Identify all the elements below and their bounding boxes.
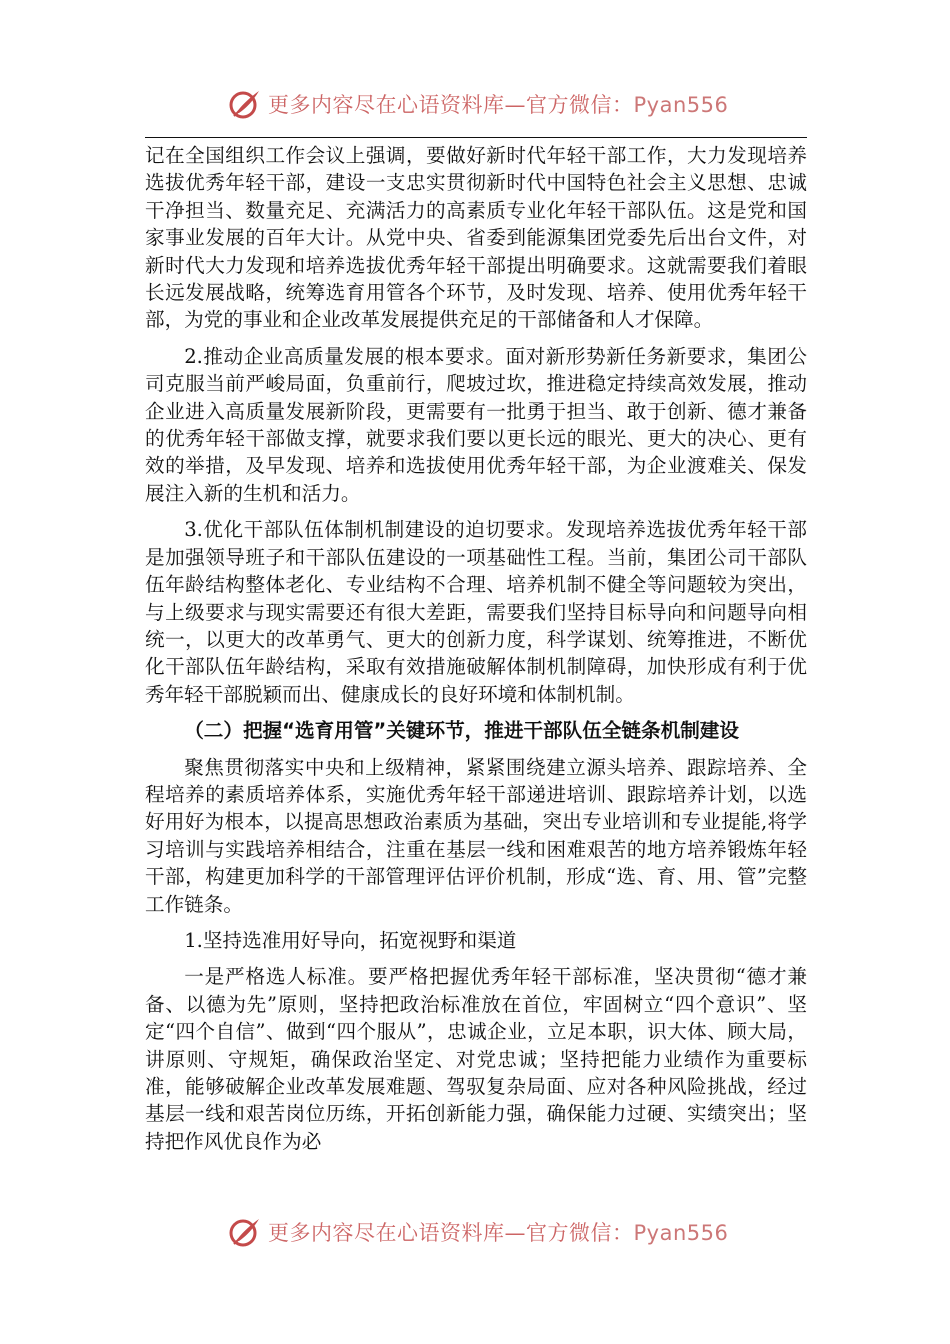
paragraph-continued: 记在全国组织工作会议上强调，要做好新时代年轻干部工作，大力发现培养选拔优秀年轻干部，建设一支忠实贯彻新时代中国特色社会主义思想、忠诚干净担当、数量充足、充满活力的高素质专业化年轻干部队伍。这是党和国家事业发展的百年大计。从党中央、省委到能源集团党委先后出台文件，对新时代大力发现和培养选拔优秀年轻干部提出明确要求。这就需要我们着眼长远发展战略，统筹选育用管各个环节，及时发现、培养、使用优秀年轻干部，为党的事业和企业改革发展提供充足的干部储备和人才保障。	[145, 144, 807, 332]
document-body	[145, 142, 807, 1155]
footer-banner	[0, 1212, 950, 1252]
quill-logo-icon	[228, 1215, 262, 1249]
paragraph-item-3: 3.优化干部队伍体制机制建设的迫切要求。发现培养选拔优秀年轻干部是加强领导班子和干部队伍建设的一项基础性工程。当前，集团公司干部队伍年龄结构整体老化、专业结构不合理、培养机制不健全等问题较为突出，与上级要求与现实需要还有很大差距，需要我们坚持目标导向和问题导向相统一，以更大的改革勇气、更大的创新力度，科学谋划、统筹推进，不断优化干部队伍年龄结构，采取有效措施破解体制机制障碍，加快形成有利于优秀年轻干部脱颖而出、健康成长的良好环境和体制机制。	[145, 518, 807, 706]
paragraph-item-2: 2.推动企业高质量发展的根本要求。面对新形势新任务新要求，集团公司克服当前严峻局面，负重前行，爬坡过坎，推进稳定持续高效发展，推动企业进入高质量发展新阶段，更需要有一批勇于担当、敢于创新、德才兼备的优秀年轻干部做支撑，就要求我们要以更长远的眼光、更大的决心、更有效的举措，及早发现、培养和选拔使用优秀年轻干部，为企业渡难关、保发展注入新的生机和活力。	[145, 344, 807, 505]
paragraph-section-intro: 聚焦贯彻落实中央和上级精神，紧紧围绕建立源头培养、跟踪培养、全程培养的素质培养体系，实施优秀年轻干部递进培训、跟踪培养计划，以选好用好为根本，以提高思想政治素质为基础，突出专业培训和专业提能,将学习培训与实践培养相结合，注重在基层一线和困难艰苦的地方培养锻炼年轻干部，构建更加科学的干部管理评估评价机制，形成“选、育、用、管”完整工作链条。	[145, 755, 807, 916]
banner-text: 更多内容尽在心语资料库—官方微信：Pyan556	[268, 93, 729, 117]
section-heading: （二）把握“选育用管”关键环节，推进干部队伍全链条机制建设	[184, 719, 739, 743]
banner-text: 更多内容尽在心语资料库—官方微信：Pyan556	[268, 1221, 729, 1245]
header-banner	[0, 84, 950, 124]
paragraph-standards: 一是严格选人标准。要严格把握优秀年轻干部标准，坚决贯彻“德才兼备、以德为先”原则，坚持把政治标准放在首位，牢固树立“四个意识”、坚定“四个自信”、做到“四个服从”，忠诚企业，立足本职，识大体、顾大局，讲原则、守规矩，确保政治坚定、对党忠诚；坚持把能力业绩作为重要标准，能够破解企业改革发展难题、驾驭复杂局面、应对各种风险挑战，经过基层一线和艰苦岗位历练，开拓创新能力强，确保能力过硬、实绩突出；坚持把作风优良作为必	[145, 965, 807, 1153]
subheading-item-1: 1.坚持选准用好导向，拓宽视野和渠道	[184, 928, 517, 952]
header-rule	[145, 137, 807, 138]
quill-logo-icon	[228, 87, 262, 121]
